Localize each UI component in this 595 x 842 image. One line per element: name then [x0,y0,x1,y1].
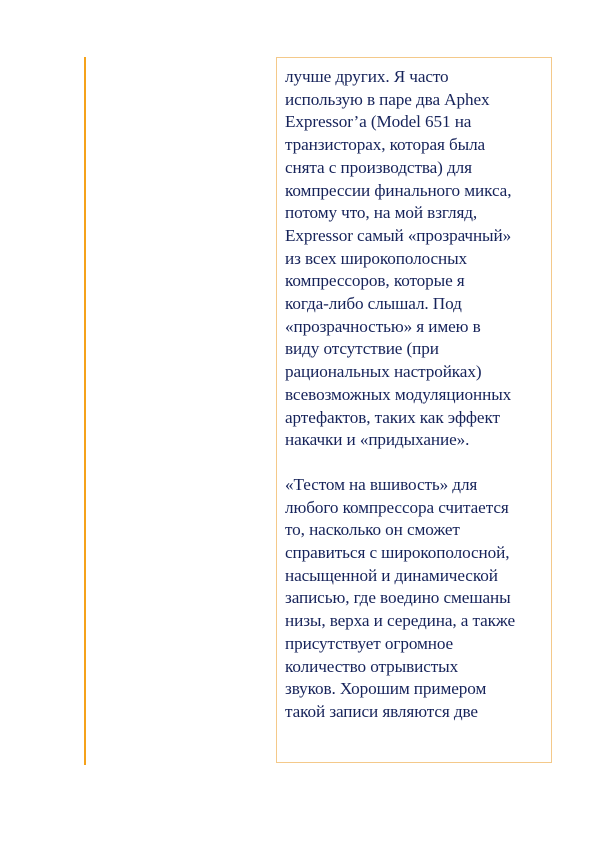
text-line: то, насколько он сможет [285,520,460,540]
text-line: всевозможных модуляционных [285,384,512,404]
text-line: низы, верха и середина, а также [285,611,515,631]
text-line: присутствует огромное [285,633,454,653]
text-line: насыщенной и динамической [285,565,498,585]
text-line: такой записи являются две [285,701,478,721]
paragraph-2 [285,474,551,724]
text-line: компрессии финального микса, [285,180,512,200]
paragraph-1 [285,66,551,452]
text-column [276,57,552,763]
text-line: компрессоров, которые я [285,271,465,291]
text-line: когда-либо слышал. Под [285,294,462,314]
text-line: использую в паре два Aphex [285,89,490,109]
text-line: из всех широкополосных [285,248,468,268]
text-line: артефактов, таких как эффект [285,407,500,427]
text-line: лучше других. Я часто [285,67,449,86]
text-line: звуков. Хорошим примером [285,679,487,699]
text-line: снята с производства) для [285,157,472,177]
paragraph-spacer [285,452,551,474]
text-line: количество отрывистых [285,656,459,676]
text-line: потому что, на мой взгляд, [285,203,478,223]
left-margin-rule [84,57,86,765]
text-line: рациональных настройках) [285,362,482,382]
text-line: Expressor самый «прозрачный» [285,225,512,245]
text-line: «прозрачностью» я имею в [285,316,481,336]
text-line: Expressor’a (Model 651 на [285,112,472,132]
text-line: любого компрессора считается [285,497,509,517]
text-line: накачки и «придыхание». [285,430,470,450]
text-line: «Тестом на вшивость» для [285,474,478,494]
text-line: транзисторах, которая была [285,135,486,155]
text-line: виду отсутствие (при [285,339,439,359]
text-line: записью, где воедино смешаны [285,588,511,608]
text-line: справиться с широкополосной, [285,543,510,563]
